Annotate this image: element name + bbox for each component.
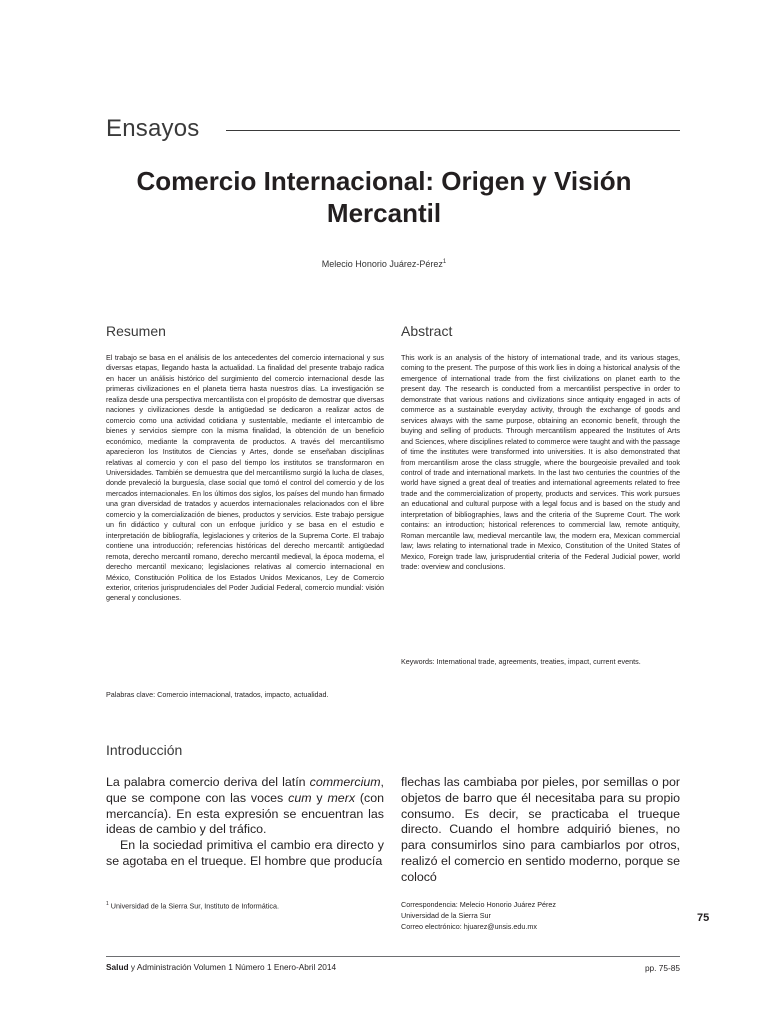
- author-line: [100, 259, 668, 269]
- section-label: Ensayos: [106, 115, 200, 142]
- affiliation-mark: 1: [106, 901, 109, 907]
- intro-right-column: [401, 775, 680, 886]
- intro-paragraph-1: La palabra comercio deriva del latín commercium, que se compone con las voces cum y merx (con mercancía). En esta expresión se encuentran las ideas de cambio y del tráfico.: [106, 775, 385, 837]
- intro-paragraph-2: En la sociedad primitiva el cambio era directo y se agotaba en el trueque. El hombre que producía: [106, 838, 384, 868]
- resumen-keywords: Palabras clave: Comercio internacional, tratados, impacto, actualidad.: [106, 690, 329, 699]
- section-rule: [226, 130, 680, 131]
- correspondence-block: [401, 899, 680, 932]
- author-name: Melecio Honorio Juárez-Pérez: [321, 259, 443, 269]
- resumen-text: El trabajo se basa en el análisis de los antecedentes del comercio internacional y sus diversas etapas, llegando hasta la actualidad. La finalidad del presente trabajo radica en hacer un análisis histórico del surgimiento del comercio internacional desde las primeras civilizaciones en el planeta tierra hasta nuestros días. La investigación se realiza desde una perspectiva mercantilista con el propósito de demostrar que diversas naciones y civilizaciones desde la antigüedad se dedicaron a realizar actos de comercio como una actividad cotidiana y sustentable, mediante el intercambio de bienes y servicios siempre con la misma finalidad, la obtención de un beneficio económico, mediante la compraventa de productos. A través del mercantilismo aparecieron los Institutos de Ciencias y Artes, donde se enseñaban disciplinas relativas al comercio y con el paso del tiempo los institutos se transformaron en Universidades. También se demuestra que del mercantilismo surgió la lucha de clases, donde prevaleció la burguesía, clase social que tomó el control del comercio y de los mercados internacionales. En los últimos dos siglos, los países del mundo han firmado una gran diversidad de tratados y acuerdos internacionales relacionados con el libre comercio y la comercialización de bienes, productos y servicios. Este trabajo persigue un fin didáctico y cultural con un enfoque jurídico y se basa en el estudio e interpretación de bibliografía, legislaciones y criterios de la Suprema Corte. El trabajo contiene una introducción; referencias históricas del derecho mercantil: antigüedad remota, derecho mercantil romano, derecho mercantil medieval, la época moderna, el derecho mercantil mexicano; legislaciones relativas al comercio internacional en México, Constitución Política de los Estados Unidos Mexicanos, Ley de Comercio exterior, criterios jurisprudenciales del Poder Judicial Federal, comercio mundial: visión general y conclusiones.: [106, 353, 384, 603]
- correspondence-line: Correspondencia: Melecio Honorio Juárez Pérez: [401, 900, 557, 909]
- intro-paragraph-3: flechas las cambiaba por pieles, por semillas o por objetos de barro que él necesitaba para su propio consumo. Es decir, se practicaba el trueque directo. Cuando el hombre adquirió bienes, no para consumirlos sino para cambiarlos por otros, realizó el comercio en sentido moderno, porque se colocó: [401, 775, 680, 884]
- abstract-text: This work is an analysis of the history of international trade, and its various stages, coming to the present. The purpose of this work lies in doing a historical analysis of the emergence of international trade from the first civilizations on planet earth to the present day. The research is conducted from a mercantilist perspective in order to demonstrate that various nations and civilizations since antiquity engaged in acts of commerce as a sustainable everyday activity, through the exchange of goods and services always with the same purpose, obtaining an economic benefit, through the buying and selling of products. Through mercantilism appeared the Institutes of Arts and Sciences, where disciplines related to commerce were taught and with the passage of time the institutes were transformed into universities. It is also demonstrated that from mercantilism arose the class struggle, where the bourgeoisie prevailed and took control of trade and international markets. In the last two centuries the countries of the world have signed a great deal of treaties and international agreements related to free trade and the commercialization of property, products and services. This work pursues an educational and cultural purpose with a legal focus and is based on the study and interpretation of bibliographies, laws and the criteria of the Supreme Court. The work contains: an introduction; historical references to commercial law, remote antiquity, Roman mercantile law, medieval mercantile law, the modern era, Mexican commercial law; laws relating to international trade in Mexico, Constitution of the United States of Mexico, Foreign trade law, jurisprudential criteria of the Federal Judicial power, world trade: overview and conclusions.: [401, 353, 680, 572]
- introduccion-heading: Introducción: [106, 742, 183, 758]
- affiliation-text: Universidad de la Sierra Sur, Instituto de Informática.: [110, 901, 279, 911]
- institution-line: Universidad de la Sierra Sur: [401, 911, 491, 920]
- footer-rule: [106, 956, 680, 957]
- intro-left-column: [106, 775, 384, 870]
- abstract-keywords: Keywords: International trade, agreements, treaties, impact, current events.: [401, 657, 641, 666]
- author-footnote-mark: 1: [442, 259, 447, 265]
- resumen-heading: Resumen: [106, 323, 166, 339]
- journal-name-bold: Salud: [106, 962, 129, 972]
- abstract-heading: Abstract: [401, 323, 453, 339]
- page-number: 75: [697, 912, 710, 924]
- article-title: Comercio Internacional: Origen y Visión Mercantil: [136, 166, 632, 228]
- page-range: pp. 75-85: [644, 963, 680, 973]
- affiliation-footnote: [106, 899, 386, 911]
- email-line: Correo electrónico: hjuarez@unsis.edu.mx: [401, 922, 537, 931]
- journal-footer: [106, 962, 336, 972]
- journal-issue: y Administración Volumen 1 Número 1 Enero-Abril 2014: [128, 962, 337, 972]
